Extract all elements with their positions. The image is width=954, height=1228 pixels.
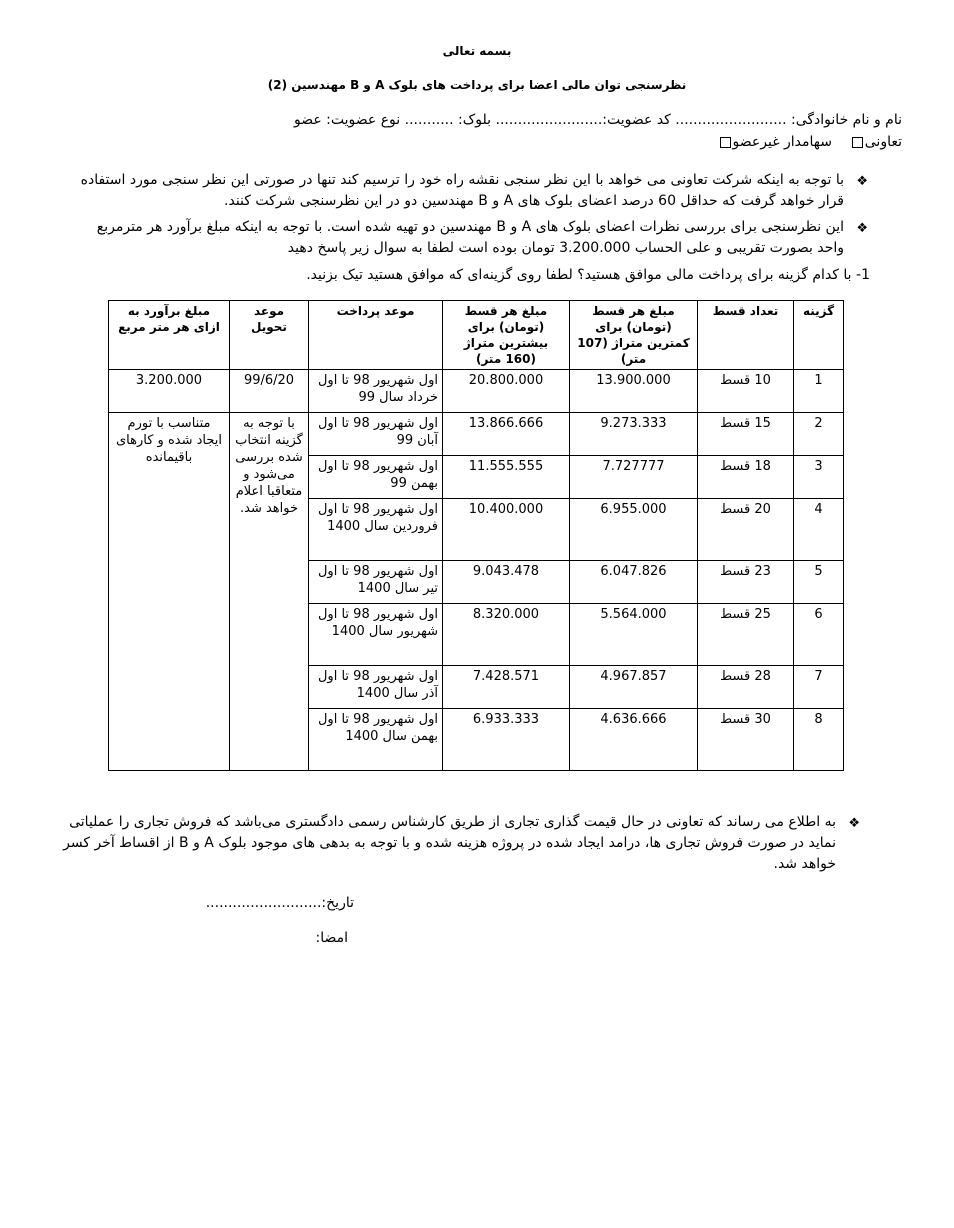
- diamond-bullet-icon: ❖: [856, 221, 868, 236]
- header-option: گزینه: [794, 301, 844, 370]
- intro-bullet-1: ❖ با توجه به اینکه شرکت تعاونی می خواهد با این نظر سنجی نقشه راه خود را ترسیم کند تنها در صورتی این نظر سنجی مورد استفاده قرار خواهد گرفت که حداقل 60 درصد اعضای بلوک های A و B مهندسین دو در این نظرسنجی شرکت کنند.: [80, 172, 868, 209]
- table-header-row: [109, 301, 844, 370]
- diamond-bullet-icon: ❖: [856, 174, 868, 189]
- diamond-bullet-icon: ❖: [848, 816, 860, 831]
- table-row[interactable]: 3 18 قسط 7.727777 11.555.555 اول شهریور 98 تا اول بهمن 99: [109, 456, 844, 499]
- shareholder-checkbox[interactable]: [720, 137, 731, 148]
- delivery-date-cell: 99/6/20: [230, 370, 309, 413]
- header-payment-date: موعد پرداخت: [309, 301, 443, 370]
- basmala: بسمه تعالی: [442, 44, 512, 58]
- table-row[interactable]: 5 23 قسط 6.047.826 9.043.478 اول شهریور 98 تا اول تیر سال 1400: [109, 561, 844, 604]
- table-row[interactable]: 4 20 قسط 6.955.000 10.400.000 اول شهریور 98 تا اول فروردین سال 1400: [109, 499, 844, 561]
- header-amount-large: مبلغ هر قسط (تومان) برای بیشترین متراژ (160 متر): [443, 301, 570, 370]
- question-1: 1- با کدام گزینه برای پرداخت مالی موافق هستید؟ لطفا روی گزینه‌ای که موافق هستید تیک بزنید.: [306, 267, 870, 283]
- header-amount-small: مبلغ هر قسط (تومان) برای کمترین متراژ (107 متر): [570, 301, 698, 370]
- membership-type-options: [718, 134, 902, 150]
- installment-options-table: [108, 300, 844, 771]
- header-sqm-estimate: مبلغ برآورد به ازای هر متر مربع: [109, 301, 230, 370]
- table-row[interactable]: 8 30 قسط 4.636.666 6.933.333 اول شهریور 98 تا اول بهمن سال 1400: [109, 709, 844, 771]
- sqm-estimate-cell: 3.200.000: [109, 370, 230, 413]
- table-row[interactable]: 7 28 قسط 4.967.857 7.428.571 اول شهریور 98 تا اول آذر سال 1400: [109, 666, 844, 709]
- table-row[interactable]: 6 25 قسط 5.564.000 8.320.000 اول شهریور 98 تا اول شهریور سال 1400: [109, 604, 844, 666]
- merged-sqm-cell: متناسب با تورم ایجاد شده و کارهای باقیمانده: [109, 413, 230, 771]
- intro-bullet-2: ❖ این نظرسنجی برای بررسی نظرات اعضای بلوک های A و B مهندسین دو تهیه شده است. با توجه به اینکه مبلغ برآورد هر مترمربع واحد بصورت تقریبی و علی الحساب 3.200.000 تومان بوده است لطفا به سوال زیر پاسخ دهید: [96, 219, 868, 256]
- table-row[interactable]: 2 15 قسط 9.273.333 13.866.666 اول شهریور 98 تا اول آبان 99 با توجه به گزینه انتخاب شده بررسی می‌شود و متعاقبا اعلام خواهد شد. متناسب با تورم ایجاد شده و کارهای باقیمانده: [109, 413, 844, 456]
- cooperative-checkbox[interactable]: [852, 137, 863, 148]
- option-shareholder-label: سهامدار غیرعضو: [732, 134, 832, 150]
- notice-bullet: ❖ به اطلاع می رساند که تعاونی در حال قیمت گذاری تجاری از طریق کارشناس رسمی دادگستری می‌باشد که فروش تجاری را عملیاتی نماید در صورت فروش تجاری ها، درامد ایجاد شده در پروژه هزینه شده و با توجه به بدهی های موجود بلوک A و B از اقساط آخر کسر خواهد شد.: [63, 814, 860, 872]
- signature-field[interactable]: امضا:: [315, 930, 348, 946]
- member-info-line: نام و نام خانوادگی: ......................... کد عضویت:........................ بلوک: ........... نوع عضویت: عضو: [293, 112, 902, 128]
- header-installments: تعداد قسط: [698, 301, 794, 370]
- header-delivery-date: موعد تحویل: [230, 301, 309, 370]
- option-cooperative-label: تعاونی: [864, 134, 902, 150]
- table-row[interactable]: 1 10 قسط 13.900.000 20.800.000 اول شهریور 98 تا اول خرداد سال 99 99/6/20 3.200.000: [109, 370, 844, 413]
- merged-delivery-cell: با توجه به گزینه انتخاب شده بررسی می‌شود و متعاقبا اعلام خواهد شد.: [230, 413, 309, 771]
- date-field[interactable]: تاریخ:..........................: [205, 895, 354, 911]
- form-title: نظرسنجی توان مالی اعضا برای پرداخت های بلوک A و B مهندسین (2): [267, 78, 687, 92]
